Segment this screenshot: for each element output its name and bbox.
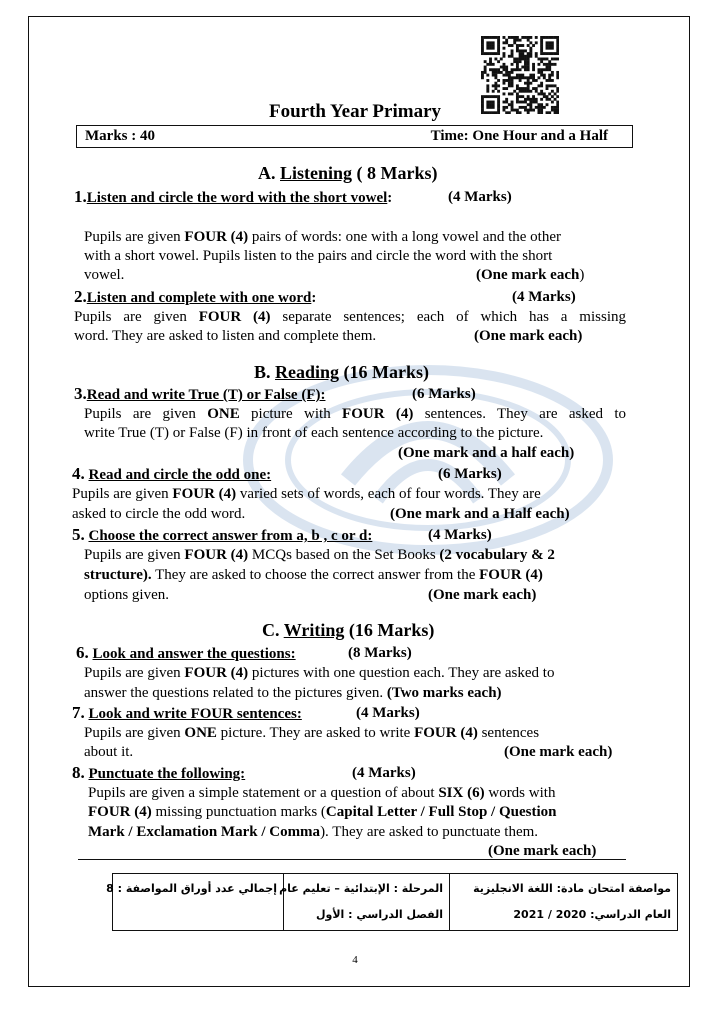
question-4-heading: 4. Read and circle the odd one: xyxy=(72,464,272,483)
footer-cell-pages xyxy=(106,874,283,930)
question-8-heading: 8. Punctuate the following: xyxy=(72,763,246,782)
question-6-marks: (8 Marks) xyxy=(348,645,412,661)
footer-cell-stage xyxy=(279,874,449,930)
question-5-heading: 5. Choose the correct answer from a, b , c or d: xyxy=(72,525,373,544)
question-5-each: (One mark each) xyxy=(428,587,537,603)
question-5-line-3: options given. xyxy=(84,587,169,603)
question-7-line-2: about it. xyxy=(84,744,134,760)
question-2-line-2: word. They are asked to listen and complete them. xyxy=(74,328,377,344)
question-3-each: (One mark and a half each) xyxy=(398,445,575,461)
question-1-each: (One mark each) xyxy=(476,267,585,283)
question-1-line-1: Pupils are given FOUR (4) pairs of words: one with a long vowel and the other xyxy=(84,229,562,245)
page-number: 4 xyxy=(352,954,358,966)
question-3-heading: 3.Read and write True (T) or False (F): xyxy=(74,384,326,403)
total-marks: Marks : 40 xyxy=(85,128,155,144)
question-3-line-1: Pupils are given ONE picture with FOUR (4) sentences. They are asked to xyxy=(84,406,626,422)
question-5-marks: (4 Marks) xyxy=(428,527,492,543)
question-5-line-1: Pupils are given FOUR (4) MCQs based on the Set Books (2 vocabulary & 2 xyxy=(84,547,555,563)
footer-pages: إجمالي عدد أوراق المواصفة : 8 xyxy=(106,882,277,895)
question-2-marks: (4 Marks) xyxy=(512,289,576,305)
question-7-heading: 7. Look and write FOUR sentences: xyxy=(72,703,302,722)
question-7-marks: (4 Marks) xyxy=(356,705,420,721)
footer-cell-subject xyxy=(449,874,677,930)
question-8-marks: (4 Marks) xyxy=(352,765,416,781)
question-4-marks: (6 Marks) xyxy=(438,466,502,482)
question-1-line-3: vowel. xyxy=(84,267,125,283)
question-7-each: (One mark each) xyxy=(504,744,613,760)
question-5-line-2: structure). They are asked to choose the correct answer from the FOUR (4) xyxy=(84,567,543,583)
section-b-name: Reading xyxy=(275,362,340,382)
question-2-each: (One mark each) xyxy=(474,328,583,344)
question-3-marks: (6 Marks) xyxy=(412,386,476,402)
section-c-heading: C. Writing (16 Marks) xyxy=(262,620,435,640)
section-a-name: Listening xyxy=(280,163,353,183)
question-8-line-1: Pupils are given a simple statement or a question of about SIX (6) words with xyxy=(88,785,556,801)
question-6-heading: 6. Look and answer the questions: xyxy=(76,643,296,662)
footer-divider xyxy=(78,859,626,860)
section-b-heading: B. Reading (16 Marks) xyxy=(254,362,430,382)
footer-term: الفصل الدراسي : الأول xyxy=(315,908,443,921)
exam-time: Time: One Hour and a Half xyxy=(430,128,608,144)
section-c-name: Writing xyxy=(283,620,345,640)
section-a-heading: A. Listening ( 8 Marks) xyxy=(258,163,438,183)
footer-year: العام الدراسي: 2020 / 2021 xyxy=(513,908,671,921)
question-2-heading: 2.Listen and complete with one word: xyxy=(74,287,317,306)
question-4-line-1: Pupils are given FOUR (4) varied sets of words, each of four words. They are xyxy=(72,486,541,502)
question-1-line-2: with a short vowel. Pupils listen to the pairs and circle the word with the short xyxy=(84,248,553,264)
question-4-each: (One mark and a Half each) xyxy=(390,506,570,522)
footer-table xyxy=(106,873,678,931)
footer-subject: مواصفة امتحان مادة: اللغة الانجليزية xyxy=(473,882,671,895)
question-1-marks: (4 Marks) xyxy=(448,189,512,205)
question-8-each: (One mark each) xyxy=(488,843,597,859)
question-6-line-1: Pupils are given FOUR (4) pictures with one question each. They are asked to xyxy=(84,665,555,681)
question-8-line-2: FOUR (4) missing punctuation marks (Capital Letter / Full Stop / Question xyxy=(88,804,557,820)
question-3-line-2: write True (T) or False (F) in front of each sentence according to the picture. xyxy=(84,425,544,441)
question-7-line-1: Pupils are given ONE picture. They are asked to write FOUR (4) sentences xyxy=(84,725,540,741)
footer-stage: المرحلة : الإبتدائية – تعليم عام xyxy=(279,882,443,895)
marks-time-bar xyxy=(76,125,633,148)
question-1-heading: 1.Listen and circle the word with the short vowel: xyxy=(74,187,393,206)
page-title: Fourth Year Primary xyxy=(268,101,441,122)
question-6-line-2: answer the questions related to the pictures given. (Two marks each) xyxy=(84,685,502,701)
question-4-line-2: asked to circle the odd word. xyxy=(72,506,246,522)
question-2-line-1: Pupils are given FOUR (4) separate sentences; each of which has a missing xyxy=(74,309,626,325)
question-8-line-3: Mark / Exclamation Mark / Comma). They are asked to punctuate them. xyxy=(88,824,539,840)
